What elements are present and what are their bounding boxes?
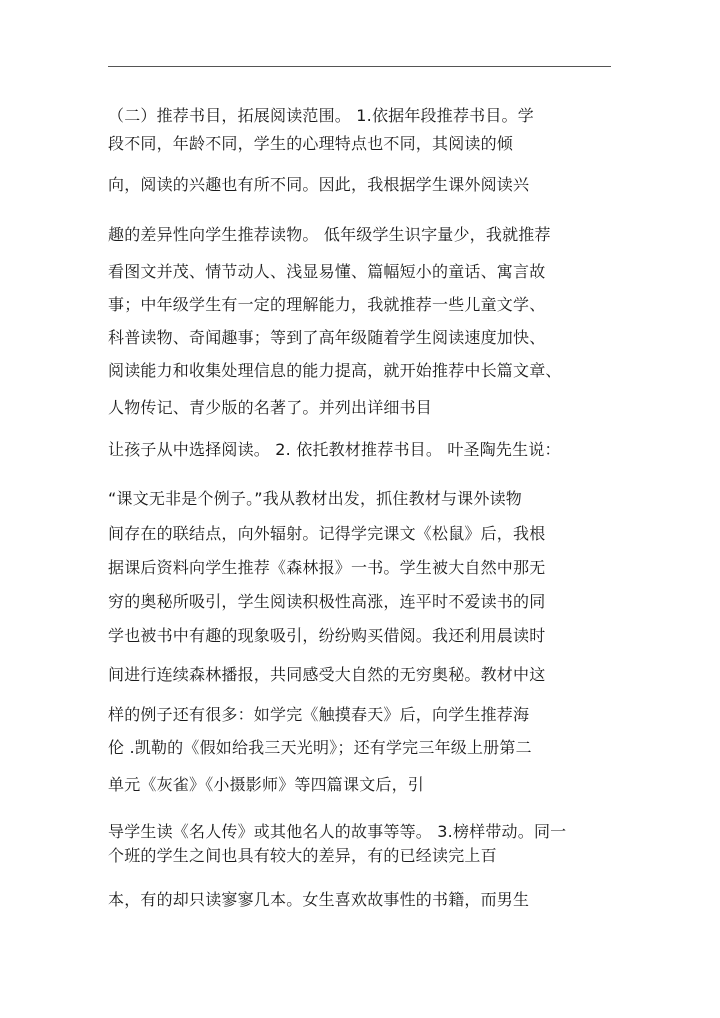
paragraph-line: 伦 .凯勒的《假如给我三天光明》；还有学完三年级上册第二 bbox=[108, 738, 532, 757]
paragraph-line: 间进行连续森林播报，共同感受大自然的无穷奥秘。教材中这 bbox=[108, 665, 546, 684]
paragraph-line: “课文无非是个例子。”我从教材出发，抓住教材与课外读物 bbox=[108, 489, 522, 508]
paragraph-line: 导学生读《名人传》或其他名人的故事等等。 3.榜样带动。同一 bbox=[108, 822, 567, 841]
paragraph-line: 本，有的却只读寥寥几本。女生喜欢故事性的书籍，而男生 bbox=[108, 890, 530, 909]
paragraph-line: 间存在的联结点，向外辐射。记得学完课文《松鼠》后，我根 bbox=[108, 524, 546, 543]
paragraph-line: 让孩子从中选择阅读。 2. 依托教材推荐书目。 叶圣陶先生说： bbox=[108, 440, 561, 459]
paragraph-line: 穷的奥秘所吸引，学生阅读积极性高涨，连平时不爱读书的同 bbox=[108, 592, 546, 611]
paragraph-line: （二）推荐书目，拓展阅读范围。 1.依据年段推荐书目。学 bbox=[108, 106, 534, 125]
paragraph-line: 事；中年级学生有一定的理解能力，我就推荐一些儿童文学、 bbox=[108, 295, 546, 314]
paragraph-line: 据课后资料向学生推荐《森林报》一书。学生被大自然中那无 bbox=[108, 558, 546, 577]
paragraph-line: 科普读物、奇闻趣事；等到了高年级随着学生阅读速度加快、 bbox=[108, 328, 546, 347]
header-rule bbox=[108, 66, 611, 67]
paragraph-line: 段不同，年龄不同，学生的心理特点也不同，其阅读的倾 bbox=[108, 134, 514, 153]
paragraph-line: 阅读能力和收集处理信息的能力提高，就开始推荐中长篇文章、 bbox=[108, 361, 562, 380]
paragraph-line: 人物传记、青少版的名著了。并列出详细书目 bbox=[108, 398, 433, 417]
paragraph-line: 单元《灰雀》《小摄影师》等四篇课文后，引 bbox=[108, 775, 425, 794]
paragraph-line: 看图文并茂、情节动人、浅显易懂、篇幅短小的童话、寓言故 bbox=[108, 262, 546, 281]
paragraph-line: 趣的差异性向学生推荐读物。 低年级学生识字量少，我就推荐 bbox=[108, 225, 551, 244]
paragraph-line: 向，阅读的兴趣也有所不同。因此，我根据学生课外阅读兴 bbox=[108, 175, 530, 194]
paragraph-line: 学也被书中有趣的现象吸引，纷纷购买借阅。我还利用晨读时 bbox=[108, 626, 546, 645]
paragraph-line: 样的例子还有很多：如学完《触摸春天》后，向学生推荐海 bbox=[108, 705, 530, 724]
paragraph-line: 个班的学生之间也具有较大的差异，有的已经读完上百 bbox=[108, 846, 497, 865]
